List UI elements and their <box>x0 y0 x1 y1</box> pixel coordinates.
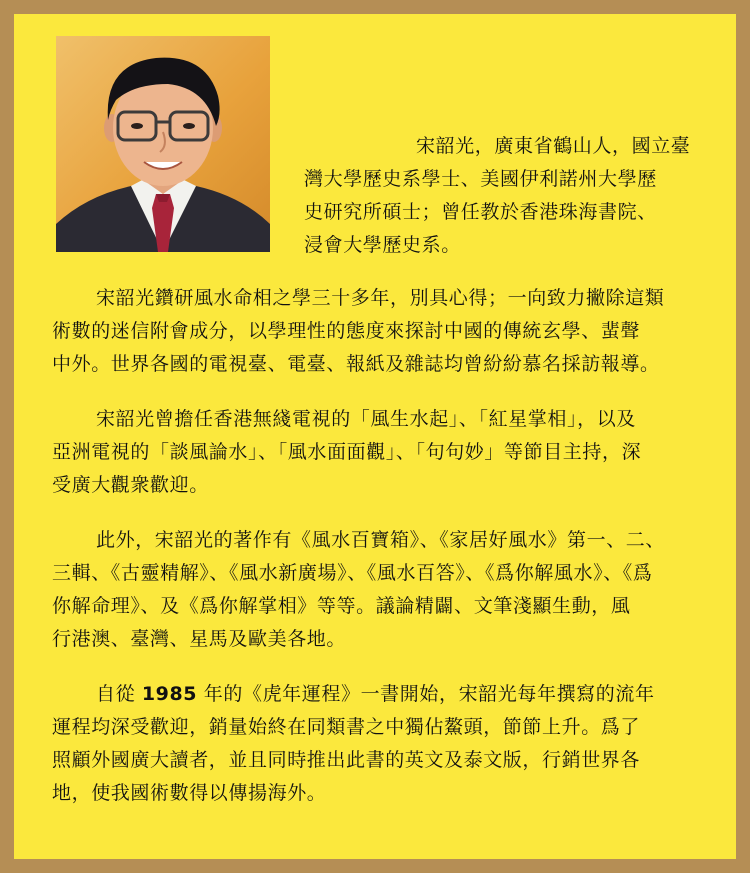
paragraph-tv-shows <box>52 403 641 502</box>
paragraph-line: 亞洲電視的「談風論水」、「風水面面觀」、「句句妙」等節目主持，深 <box>52 441 642 463</box>
book-flap-panel <box>14 14 736 859</box>
paragraph-line: 你解命理》、及《爲你解掌相》等等。議論精闢、文筆淺顯生動，風 <box>52 595 631 617</box>
author-intro <box>304 130 690 262</box>
author-photo <box>56 36 270 252</box>
paragraph-annual-forecast <box>52 678 655 810</box>
paragraph-line: 照顧外國廣大讀者，並且同時推出此書的英文及泰文版，行銷世界各 <box>52 749 641 771</box>
intro-line: 宋韶光，廣東省鶴山人，國立臺 <box>416 135 691 157</box>
intro-line: 史研究所碩士；曾任教於香港珠海書院、 <box>304 201 657 223</box>
paragraph-line: 運程均深受歡迎，銷量始終在同類書之中獨佔鰲頭，節節上升。爲了 <box>52 716 641 738</box>
paragraph-line: 宋韶光鑽研風水命相之學三十多年，別具心得；一向致力撇除這類 <box>96 287 665 309</box>
paragraph-line: 受廣大觀衆歡迎。 <box>52 474 209 496</box>
paragraph-study <box>52 282 664 381</box>
intro-line: 浸會大學歷史系。 <box>304 234 461 256</box>
paragraph-line <box>52 678 655 711</box>
author-portrait-icon <box>56 36 270 252</box>
paragraph-line: 行港澳、臺灣、星馬及歐美各地。 <box>52 628 347 650</box>
paragraph-line: 術數的迷信附會成分，以學理性的態度來探討中國的傳統玄學、蜚聲 <box>52 320 641 342</box>
paragraph-publications <box>52 524 665 656</box>
paragraph-line: 三輯、《古靈精解》、《風水新廣場》、《風水百答》、《爲你解風水》、《爲 <box>52 562 653 584</box>
paragraph-line: 中外。世界各國的電視臺、電臺、報紙及雜誌均曾紛紛慕名採訪報導。 <box>52 353 660 375</box>
year-text: 1985 <box>141 683 198 705</box>
intro-line: 灣大學歷史系學士、美國伊利諾州大學歷 <box>304 168 657 190</box>
paragraph-line: 地，使我國術數得以傳揚海外。 <box>52 782 327 804</box>
paragraph-line: 此外，宋韶光的著作有《風水百寶箱》、《家居好風水》第一、二、 <box>96 529 666 551</box>
paragraph-text: 自從 <box>96 683 142 705</box>
paragraph-text: 年的《虎年運程》一書開始，宋韶光每年撰寫的流年 <box>197 683 655 705</box>
paragraph-line: 宋韶光曾擔任香港無綫電視的「風生水起」、「紅星掌相」，以及 <box>96 408 636 430</box>
